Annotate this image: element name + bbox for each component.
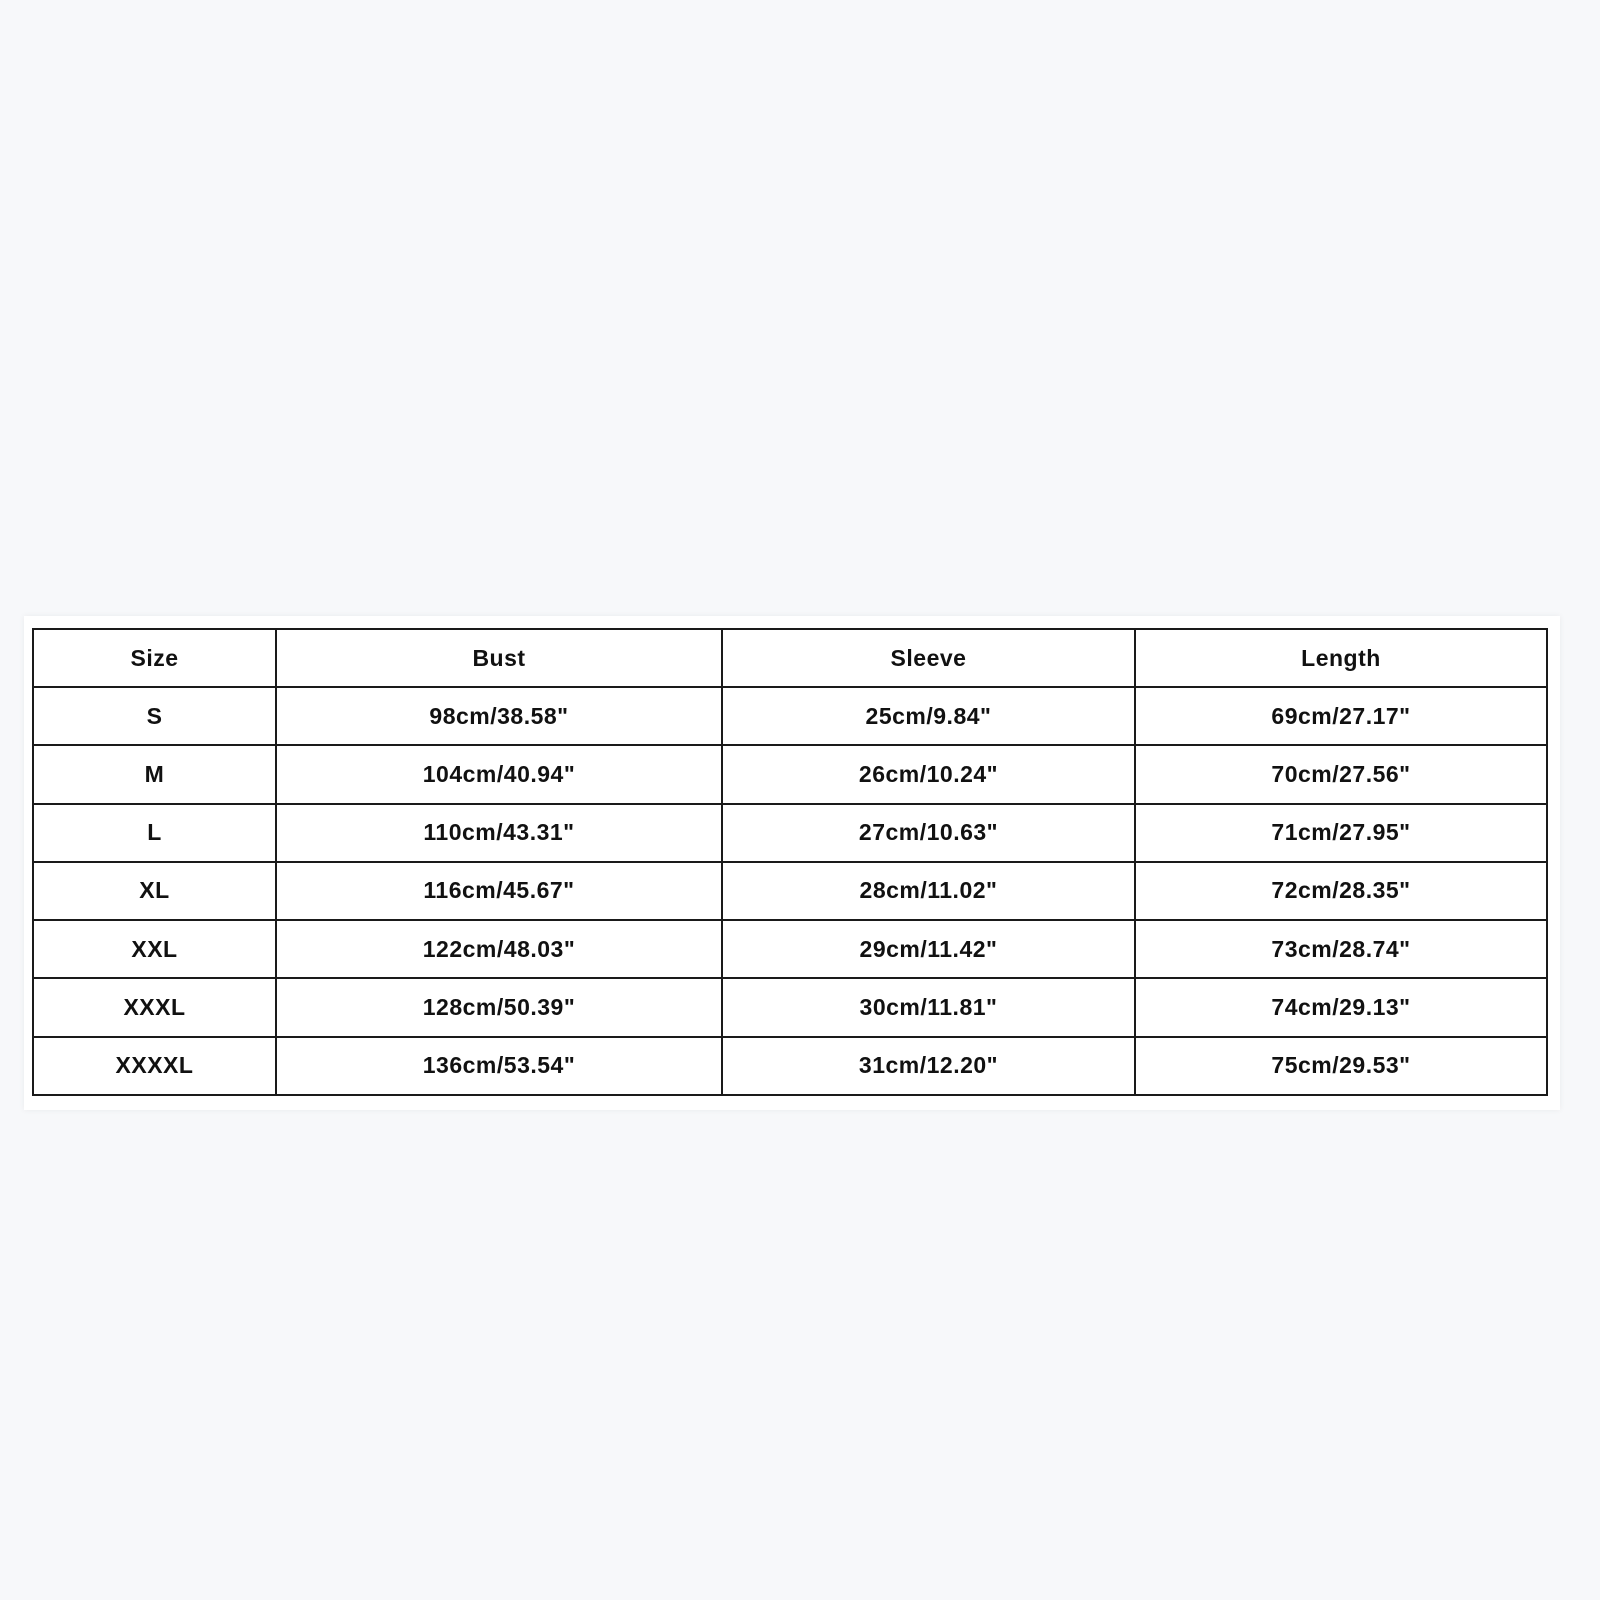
table-row bbox=[33, 978, 1547, 1036]
header-row bbox=[33, 629, 1547, 687]
bust-cell: 116cm/45.67" bbox=[276, 862, 722, 920]
header-sleeve: Sleeve bbox=[722, 629, 1135, 687]
table-row bbox=[33, 804, 1547, 862]
sleeve-cell: 28cm/11.02" bbox=[722, 862, 1135, 920]
size-cell: S bbox=[33, 687, 276, 745]
size-cell: XXL bbox=[33, 920, 276, 978]
size-cell: XXXL bbox=[33, 978, 276, 1036]
sleeve-cell: 29cm/11.42" bbox=[722, 920, 1135, 978]
size-cell: XXXXL bbox=[33, 1037, 276, 1095]
length-cell: 75cm/29.53" bbox=[1135, 1037, 1547, 1095]
header-length: Length bbox=[1135, 629, 1547, 687]
table-row bbox=[33, 1037, 1547, 1095]
length-cell: 74cm/29.13" bbox=[1135, 978, 1547, 1036]
table-row bbox=[33, 687, 1547, 745]
size-cell: L bbox=[33, 804, 276, 862]
length-cell: 69cm/27.17" bbox=[1135, 687, 1547, 745]
length-cell: 73cm/28.74" bbox=[1135, 920, 1547, 978]
bust-cell: 122cm/48.03" bbox=[276, 920, 722, 978]
bust-cell: 110cm/43.31" bbox=[276, 804, 722, 862]
header-size: Size bbox=[33, 629, 276, 687]
sleeve-cell: 26cm/10.24" bbox=[722, 745, 1135, 803]
sleeve-cell: 30cm/11.81" bbox=[722, 978, 1135, 1036]
bust-cell: 128cm/50.39" bbox=[276, 978, 722, 1036]
size-chart-table bbox=[32, 628, 1548, 1096]
bust-cell: 104cm/40.94" bbox=[276, 745, 722, 803]
sleeve-cell: 25cm/9.84" bbox=[722, 687, 1135, 745]
length-cell: 71cm/27.95" bbox=[1135, 804, 1547, 862]
sleeve-cell: 27cm/10.63" bbox=[722, 804, 1135, 862]
table-row bbox=[33, 745, 1547, 803]
size-chart-card bbox=[24, 616, 1560, 1110]
table-row bbox=[33, 920, 1547, 978]
bust-cell: 136cm/53.54" bbox=[276, 1037, 722, 1095]
table-row bbox=[33, 862, 1547, 920]
length-cell: 72cm/28.35" bbox=[1135, 862, 1547, 920]
bust-cell: 98cm/38.58" bbox=[276, 687, 722, 745]
header-bust: Bust bbox=[276, 629, 722, 687]
length-cell: 70cm/27.56" bbox=[1135, 745, 1547, 803]
size-cell: M bbox=[33, 745, 276, 803]
sleeve-cell: 31cm/12.20" bbox=[722, 1037, 1135, 1095]
size-cell: XL bbox=[33, 862, 276, 920]
